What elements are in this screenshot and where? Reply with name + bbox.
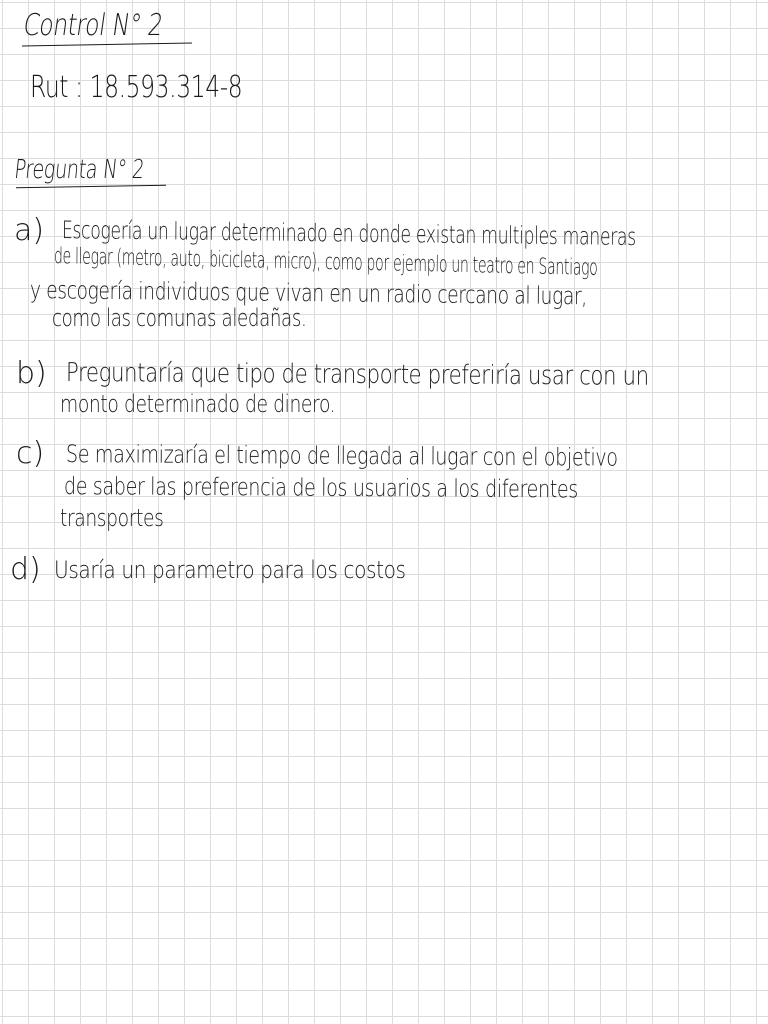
answer-a-line-2: de llegar (metro, auto, bicicleta, micro), como por ejemplo un teatro en Santiago — [53, 244, 598, 281]
answer-d-line-1: Usaría un parametro para los costos — [54, 556, 406, 584]
answer-b-marker: b) — [16, 356, 47, 391]
answer-a-line-4: como las comunas aledañas. — [52, 304, 307, 332]
rut-line: Rut : 18.593.314-8 — [30, 70, 243, 105]
question-title: Pregunta N° 2 — [12, 155, 146, 185]
answer-c-line-2: de saber las preferencia de los usuarios a los diferentes — [63, 472, 578, 504]
answer-d-marker: d) — [10, 552, 41, 587]
answer-a-marker: a) — [14, 213, 45, 248]
answer-c-marker: c) — [16, 436, 45, 471]
page-title: Control N° 2 — [21, 8, 165, 43]
answer-c-line-3: transportes — [60, 504, 164, 532]
answer-a-line-3: y escogería individuos que vivan en un radio cercano al lugar, — [29, 276, 587, 311]
question-title-underline — [16, 185, 166, 189]
answer-a-line-1: Escogería un lugar determinado en donde existan multiples maneras — [61, 216, 636, 251]
answer-b-line-2: monto determinado de dinero. — [60, 390, 336, 418]
answer-c-line-1: Se maximizaría el tiempo de llegada al lugar con el objetivo — [65, 440, 618, 472]
answer-b-line-1: Preguntaría que tipo de transporte preferiría usar con un — [65, 358, 649, 392]
title-underline — [22, 43, 192, 47]
